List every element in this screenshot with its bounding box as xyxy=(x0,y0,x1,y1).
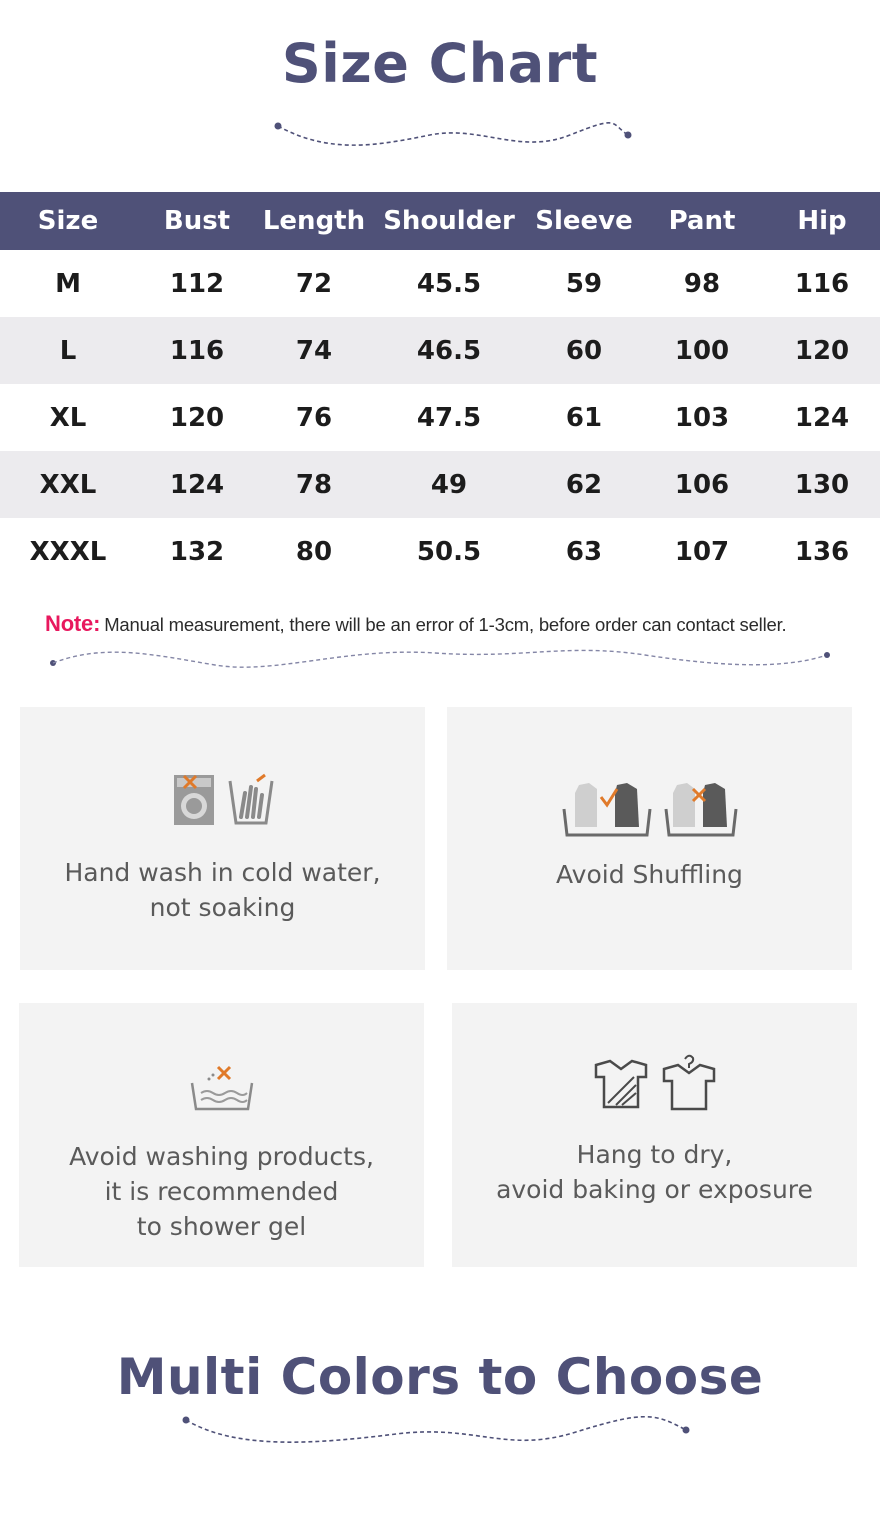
table-cell: 63 xyxy=(528,518,640,585)
table-cell: 120 xyxy=(764,317,880,384)
no-machine-wash-icon xyxy=(171,773,217,827)
wavy-divider-icon xyxy=(45,643,835,673)
table-cell: 62 xyxy=(528,451,640,518)
care-icon-group xyxy=(452,1053,857,1111)
care-text-line: avoid baking or exposure xyxy=(496,1175,813,1204)
column-header-length: Length xyxy=(258,192,370,250)
note-label: Note: xyxy=(45,611,101,636)
care-icon-group xyxy=(447,779,852,839)
table-cell: 61 xyxy=(528,384,640,451)
table-row xyxy=(0,384,880,451)
care-instruction-text xyxy=(452,1137,857,1207)
table-cell: 50.5 xyxy=(370,518,528,585)
table-header-row xyxy=(0,192,880,250)
table-cell: 76 xyxy=(258,384,370,451)
care-card-avoid-shuffling xyxy=(447,707,852,970)
care-text-line: it is recommended xyxy=(104,1177,339,1206)
table-cell: 72 xyxy=(258,250,370,317)
table-cell: 106 xyxy=(640,451,764,518)
size-chart-title: Size Chart xyxy=(281,32,599,95)
care-text-line: Hand wash in cold water, xyxy=(64,858,381,887)
table-cell: 80 xyxy=(258,518,370,585)
table-row xyxy=(0,317,880,384)
table-cell: 136 xyxy=(764,518,880,585)
wavy-divider-icon xyxy=(176,1410,696,1452)
table-cell: 116 xyxy=(136,317,258,384)
table-row xyxy=(0,451,880,518)
table-cell: 47.5 xyxy=(370,384,528,451)
table-row xyxy=(0,250,880,317)
table-cell: 60 xyxy=(528,317,640,384)
table-cell: XL xyxy=(0,384,136,451)
no-mixed-wash-icon xyxy=(663,779,739,839)
column-header-size: Size xyxy=(0,192,136,250)
table-cell: 46.5 xyxy=(370,317,528,384)
care-card-avoid-washing-products xyxy=(19,1003,424,1267)
table-cell: 74 xyxy=(258,317,370,384)
table-cell: 45.5 xyxy=(370,250,528,317)
table-cell: 78 xyxy=(258,451,370,518)
table-cell: 124 xyxy=(764,384,880,451)
care-card-hang-dry xyxy=(452,1003,857,1267)
hand-wash-icon xyxy=(227,773,275,827)
multi-colors-title: Multi Colors to Choose xyxy=(116,1348,764,1406)
column-header-sleeve: Sleeve xyxy=(528,192,640,250)
care-text-line: Hang to dry, xyxy=(576,1140,733,1169)
care-text-line: not soaking xyxy=(149,893,296,922)
column-header-pant: Pant xyxy=(640,192,764,250)
table-cell: 100 xyxy=(640,317,764,384)
care-text-line: Avoid washing products, xyxy=(69,1142,374,1171)
hang-dry-icon xyxy=(660,1053,718,1111)
table-cell: 103 xyxy=(640,384,764,451)
table-cell: XXL xyxy=(0,451,136,518)
care-icon-group xyxy=(20,773,425,827)
wavy-divider-icon xyxy=(270,115,640,155)
column-header-hip: Hip xyxy=(764,192,880,250)
column-header-bust: Bust xyxy=(136,192,258,250)
care-card-hand-wash xyxy=(20,707,425,970)
table-row xyxy=(0,518,880,585)
table-cell: XXXL xyxy=(0,518,136,585)
table-cell: 120 xyxy=(136,384,258,451)
care-text-line: to shower gel xyxy=(136,1212,307,1241)
no-detergent-icon xyxy=(189,1061,255,1113)
care-instruction-text xyxy=(19,1139,424,1244)
table-cell: 107 xyxy=(640,518,764,585)
wash-separately-icon xyxy=(561,779,653,839)
size-table xyxy=(0,192,880,585)
shade-dry-icon xyxy=(592,1053,650,1111)
table-cell: 98 xyxy=(640,250,764,317)
table-cell: 132 xyxy=(136,518,258,585)
measurement-note xyxy=(45,611,865,637)
table-cell: 130 xyxy=(764,451,880,518)
care-instruction-text xyxy=(20,855,425,925)
table-cell: 59 xyxy=(528,250,640,317)
table-cell: 112 xyxy=(136,250,258,317)
table-cell: M xyxy=(0,250,136,317)
table-cell: L xyxy=(0,317,136,384)
column-header-shoulder: Shoulder xyxy=(370,192,528,250)
table-cell: 124 xyxy=(136,451,258,518)
table-cell: 116 xyxy=(764,250,880,317)
table-cell: 49 xyxy=(370,451,528,518)
care-text-line: Avoid Shuffling xyxy=(556,860,743,889)
care-instruction-text xyxy=(447,857,852,892)
care-icon-group xyxy=(19,1061,424,1113)
note-text: Manual measurement, there will be an error of 1-3cm, before order can contact seller. xyxy=(104,614,787,635)
